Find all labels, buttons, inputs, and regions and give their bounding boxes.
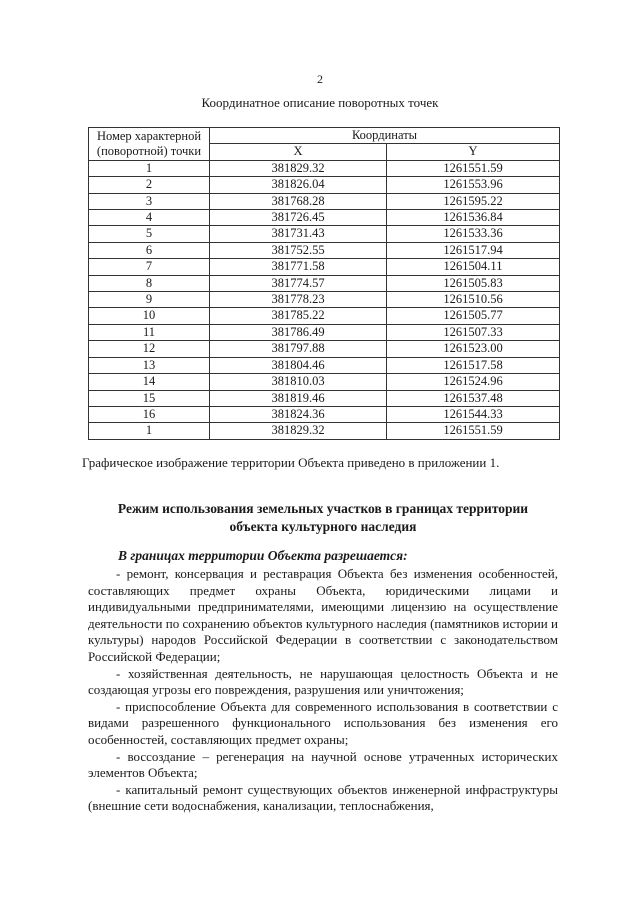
page-number: 2 — [317, 72, 323, 86]
x-coordinate-cell: 381829.32 — [210, 423, 387, 439]
x-coordinate-cell: 381826.04 — [210, 177, 387, 193]
x-coordinate-cell: 381804.46 — [210, 357, 387, 373]
point-number-cell: 5 — [89, 226, 210, 242]
point-number-cell: 13 — [89, 357, 210, 373]
y-coordinate-cell: 1261537.48 — [387, 390, 560, 406]
table-row — [89, 324, 560, 340]
point-number-cell: 7 — [89, 259, 210, 275]
point-number-cell: 2 — [89, 177, 210, 193]
point-number-cell: 9 — [89, 292, 210, 308]
y-coordinate-cell: 1261517.58 — [387, 357, 560, 373]
y-coordinate-cell: 1261504.11 — [387, 259, 560, 275]
coordinates-table — [88, 127, 560, 440]
header-coordinates: Координаты — [210, 128, 560, 144]
coordinates-body — [89, 160, 560, 439]
x-coordinate-cell: 381768.28 — [210, 193, 387, 209]
point-number-cell: 14 — [89, 374, 210, 390]
section-title-line1: Режим использования земельных участков в границах территории — [117, 501, 529, 516]
header-x: X — [210, 144, 387, 160]
y-coordinate-cell: 1261551.59 — [387, 423, 560, 439]
section-title-line2: объекта культурного наследия — [229, 519, 417, 534]
body-text — [88, 566, 558, 815]
y-coordinate-cell: 1261507.33 — [387, 324, 560, 340]
point-number-cell: 16 — [89, 406, 210, 422]
paragraph: - капитальный ремонт существующих объектов инженерной инфраструктуры (внешние сети водоснабжения, канализации, теплоснабжения, — [88, 781, 558, 814]
x-coordinate-cell: 381752.55 — [210, 242, 387, 258]
point-number-cell: 11 — [89, 324, 210, 340]
x-coordinate-cell: 381774.57 — [210, 275, 387, 291]
table-row — [89, 160, 560, 176]
x-coordinate-cell: 381824.36 — [210, 406, 387, 422]
paragraph: - приспособление Объекта для современного использования в соответствии с видами разрешенного функционального использования без изменения его особенностей, составляющих предмет охраны; — [88, 698, 558, 747]
y-coordinate-cell: 1261524.96 — [387, 374, 560, 390]
point-number-cell: 8 — [89, 275, 210, 291]
table-row — [89, 308, 560, 324]
paragraph: - воссоздание – регенерация на научной основе утраченных исторических элементов Объекта; — [88, 748, 558, 781]
paragraph: - хозяйственная деятельность, не нарушающая целостность Объекта и не создающая угрозы его повреждения, разрушения или уничтожения; — [88, 665, 558, 698]
x-coordinate-cell: 381726.45 — [210, 210, 387, 226]
y-coordinate-cell: 1261505.77 — [387, 308, 560, 324]
point-number-cell: 10 — [89, 308, 210, 324]
table-row — [89, 275, 560, 291]
table-row — [89, 406, 560, 422]
point-number-cell: 3 — [89, 193, 210, 209]
point-number-cell: 1 — [89, 160, 210, 176]
y-coordinate-cell: 1261510.56 — [387, 292, 560, 308]
y-coordinate-cell: 1261533.36 — [387, 226, 560, 242]
y-coordinate-cell: 1261553.96 — [387, 177, 560, 193]
x-coordinate-cell: 381819.46 — [210, 390, 387, 406]
x-coordinate-cell: 381829.32 — [210, 160, 387, 176]
header-point-line1: Номер характерной — [96, 128, 202, 143]
point-number-cell: 1 — [89, 423, 210, 439]
header-y: Y — [387, 144, 560, 160]
x-coordinate-cell: 381731.43 — [210, 226, 387, 242]
x-coordinate-cell: 381785.22 — [210, 308, 387, 324]
table-row — [89, 242, 560, 258]
y-coordinate-cell: 1261551.59 — [387, 160, 560, 176]
header-point-line2: (поворотной) точки — [96, 143, 202, 158]
point-number-cell: 6 — [89, 242, 210, 258]
table-row — [89, 226, 560, 242]
point-number-cell: 4 — [89, 210, 210, 226]
table-row — [89, 292, 560, 308]
table-row — [89, 210, 560, 226]
table-row — [89, 374, 560, 390]
section-title — [88, 500, 558, 536]
permitted-subhead: В границах территории Объекта разрешается: — [118, 548, 408, 563]
table-row — [89, 259, 560, 275]
table-row — [89, 390, 560, 406]
x-coordinate-cell: 381810.03 — [210, 374, 387, 390]
header-point-number — [89, 128, 210, 161]
table-row — [89, 341, 560, 357]
x-coordinate-cell: 381797.88 — [210, 341, 387, 357]
table-title: Координатное описание поворотных точек — [201, 95, 439, 110]
paragraph: - ремонт, консервация и реставрация Объекта без изменения особенностей, составляющих предмет охраны Объекта, юридическими лицами и индивидуальными предпринимателями, имеющими лицензию на осуществление деятельности по сохранению объектов культурного наследия (памятников истории и культуры) народов Российской Федерации в соответствии с законодательством Российской Федерации; — [88, 566, 558, 664]
y-coordinate-cell: 1261523.00 — [387, 341, 560, 357]
table-row — [89, 357, 560, 373]
graphic-note: Графическое изображение территории Объекта приведено в приложении 1. — [82, 455, 500, 470]
y-coordinate-cell: 1261517.94 — [387, 242, 560, 258]
table-row — [89, 177, 560, 193]
point-number-cell: 15 — [89, 390, 210, 406]
point-number-cell: 12 — [89, 341, 210, 357]
x-coordinate-cell: 381778.23 — [210, 292, 387, 308]
y-coordinate-cell: 1261595.22 — [387, 193, 560, 209]
x-coordinate-cell: 381771.58 — [210, 259, 387, 275]
x-coordinate-cell: 381786.49 — [210, 324, 387, 340]
table-row — [89, 423, 560, 439]
table-row — [89, 193, 560, 209]
y-coordinate-cell: 1261505.83 — [387, 275, 560, 291]
y-coordinate-cell: 1261544.33 — [387, 406, 560, 422]
y-coordinate-cell: 1261536.84 — [387, 210, 560, 226]
